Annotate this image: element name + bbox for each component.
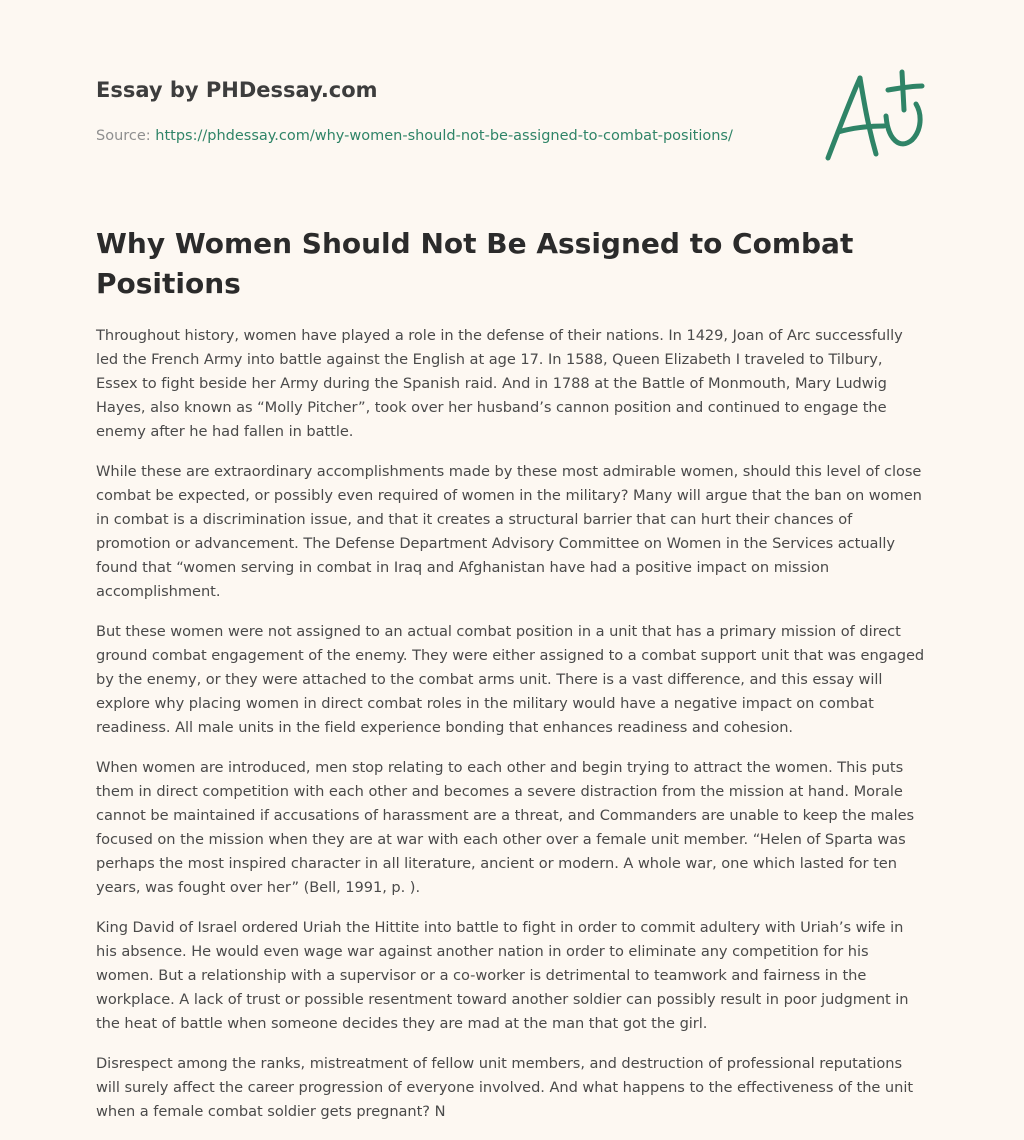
essay-paragraph: Disrespect among the ranks, mistreatment of fellow unit members, and destruction of professional reputations will surely affect the career progression of everyone involved. And what happens to the effectiveness of the unit when a female combat soldier gets pregnant? N — [96, 1055, 914, 1120]
source-line — [96, 126, 796, 146]
site-brand: Essay by PHDessay.com — [96, 78, 378, 102]
a-plus-logo-icon — [818, 66, 930, 166]
source-link[interactable]: https://phdessay.com/why-women-should-not-be-assigned-to-combat-positions/ — [155, 128, 733, 144]
essay-paragraph: While these are extraordinary accomplishments made by these most admirable women, should this level of close combat be expected, or possibly even required of women in the military? Many will argue that the ban on women in combat is a discrimination issue, and that it creates a structural barrier that can hurt their chances of promotion or advancement. The Defense Department Advisory Committee on Women in the Services actually found that “women serving in combat in Iraq and Afghanistan have had a positive impact on mission accomplishment. — [96, 463, 922, 600]
page-header — [96, 74, 796, 146]
source-label: Source: — [96, 128, 151, 144]
essay-paragraph: But these women were not assigned to an actual combat position in a unit that has a primary mission of direct ground combat engagement of the enemy. They were either assigned to a combat support unit that was engaged by the enemy, or they were attached to the combat arms unit. There is a vast difference, and this essay will explore why placing women in direct combat roles in the military would have a negative impact on combat readiness. All male units in the field experience bonding that enhances readiness and cohesion. — [96, 623, 925, 736]
essay-paragraph: When women are introduced, men stop relating to each other and begin trying to attract the women. This puts them in direct competition with each other and becomes a severe distraction from the mission at hand. Morale cannot be maintained if accusations of harassment are a threat, and Commanders are unable to keep the males focused on the mission when they are at war with each other over a female unit member. “Helen of Sparta was perhaps the most inspired character in all literature, ancient or modern. A whole war, one which lasted for ten years, was fought over her” (Bell, 1991, p. ). — [96, 759, 915, 896]
essay-paragraph: Throughout history, women have played a role in the defense of their nations. In 1429, Joan of Arc successfully led the French Army into battle against the English at age 17. In 1588, Queen Elizabeth I traveled to Tilbury, Essex to fight beside her Army during the Spanish raid. And in 1788 at the Battle of Monmouth, Mary Ludwig Hayes, also known as “Molly Pitcher”, took over her husband’s cannon position and continued to engage the enemy after he had fallen in battle. — [96, 327, 903, 440]
essay-body — [96, 324, 928, 1140]
essay-title: Why Women Should Not Be Assigned to Combat Positions — [96, 227, 854, 300]
essay-paragraph: King David of Israel ordered Uriah the Hittite into battle to fight in order to commit adultery with Uriah’s wife in his absence. He would even wage war against another nation in order to eliminate any competition for his women. But a relationship with a supervisor or a co-worker is detrimental to teamwork and fairness in the workplace. A lack of trust or possible resentment toward another soldier can possibly result in poor judgment in the heat of battle when someone decides they are mad at the man that got the girl. — [96, 919, 909, 1032]
